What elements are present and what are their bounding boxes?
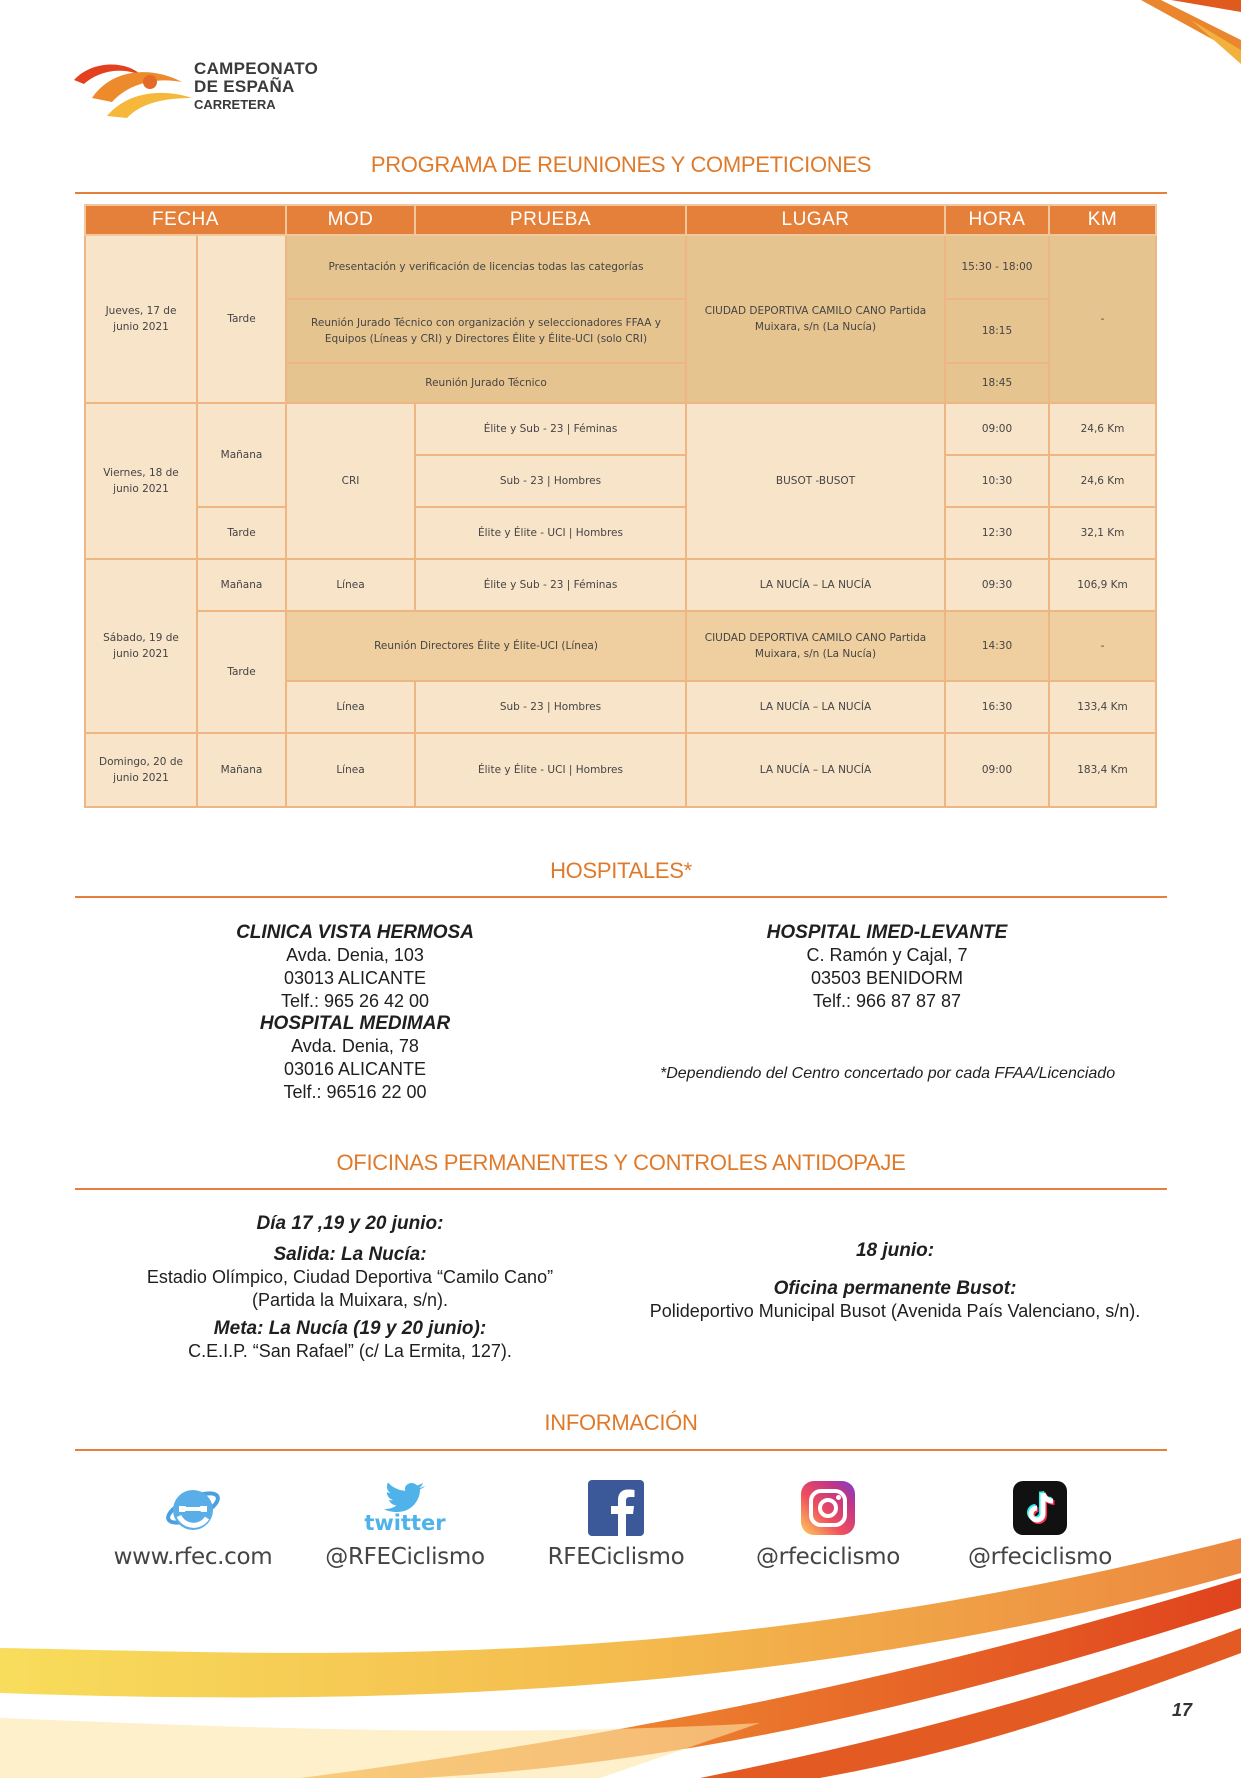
hora-cell: 10:30 <box>945 455 1049 507</box>
mod-cell: CRI <box>286 403 415 559</box>
hospital-address: Avda. Denia, 103 <box>286 945 424 965</box>
hora-cell: 09:00 <box>945 403 1049 455</box>
oficinas-left <box>100 1213 600 1363</box>
oficinas-rule <box>75 1188 1167 1190</box>
header-km: KM <box>1049 205 1156 235</box>
logo-line-1: CAMPEONATO <box>194 59 319 78</box>
turno-cell: Tarde <box>197 611 286 733</box>
hospital-note: *Dependiendo del Centro concertado por cada FFAA/Licenciado <box>660 1065 1116 1082</box>
social-web[interactable] <box>93 1478 293 1570</box>
hospital-city: 03013 ALICANTE <box>283 968 427 988</box>
km-cell: 32,1 Km <box>1049 507 1156 559</box>
header-mod: MOD <box>286 205 415 235</box>
lugar-cell: LA NUCÍA – LA NUCÍA <box>686 559 945 611</box>
top-corner-swoosh <box>1131 0 1241 80</box>
prueba-cell: Reunión Directores Élite y Élite-UCI (Línea) <box>286 611 686 681</box>
hospital-block-left <box>190 922 520 1104</box>
day-cell: Domingo, 20 de junio 2021 <box>85 733 197 807</box>
hospital-phone: Telf.: 966 87 87 87 <box>812 991 962 1011</box>
hospital-name: CLINICA VISTA HERMOSA <box>236 922 474 943</box>
oficinas-dias: Día 17 ,19 y 20 junio: <box>256 1213 444 1234</box>
table-row <box>85 403 1156 455</box>
mod-cell: Línea <box>286 681 415 733</box>
social-tiktok[interactable] <box>940 1478 1140 1570</box>
informacion-title: INFORMACIÓN <box>544 1410 698 1435</box>
mod-cell: Línea <box>286 559 415 611</box>
hora-cell: 14:30 <box>945 611 1049 681</box>
social-twitter[interactable] <box>305 1478 505 1570</box>
prueba-cell: Élite y Sub - 23 | Féminas <box>415 403 686 455</box>
social-label: @RFECiclismo <box>325 1544 485 1570</box>
km-cell: - <box>1049 611 1156 681</box>
hospital-block-right <box>722 922 1052 1013</box>
oficina-line-1: Polideportivo Municipal Busot (Avenida País Valenciano, s/n). <box>649 1301 1141 1321</box>
prueba-cell: Sub - 23 | Hombres <box>415 455 686 507</box>
prueba-cell: Reunión Jurado Técnico con organización y seleccionadores FFAA y Equipos (Líneas y CRI) y Directores Élite y Élite-UCI (solo CRI) <box>286 299 686 363</box>
campeonato-logo <box>72 58 352 128</box>
social-label: @rfeciclismo <box>755 1544 901 1570</box>
programa-table <box>84 204 1157 808</box>
hora-cell: 09:30 <box>945 559 1049 611</box>
facebook-icon <box>588 1480 644 1536</box>
twitter-icon <box>384 1482 426 1512</box>
turno-cell: Mañana <box>197 559 286 611</box>
hospital-address: Avda. Denia, 78 <box>291 1036 419 1056</box>
km-cell: 106,9 Km <box>1049 559 1156 611</box>
table-row <box>85 235 1156 299</box>
hospital-phone: Telf.: 96516 22 00 <box>283 1082 427 1102</box>
hospital-city: 03503 BENIDORM <box>810 968 964 988</box>
oficinas-right <box>630 1240 1160 1323</box>
lugar-cell: LA NUCÍA – LA NUCÍA <box>686 681 945 733</box>
header-hora: HORA <box>945 205 1049 235</box>
table-row <box>85 611 1156 681</box>
lugar-cell: LA NUCÍA – LA NUCÍA <box>686 733 945 807</box>
logo-line-3: CARRETERA <box>194 97 276 112</box>
hora-cell: 12:30 <box>945 507 1049 559</box>
hora-cell: 15:30 - 18:00 <box>945 235 1049 299</box>
informacion-rule <box>75 1449 1167 1451</box>
meta-heading: Meta: La Nucía (19 y 20 junio): <box>213 1318 487 1339</box>
km-cell: 24,6 Km <box>1049 403 1156 455</box>
prueba-cell: Sub - 23 | Hombres <box>415 681 686 733</box>
social-label: @rfeciclismo <box>967 1544 1113 1570</box>
hospital-name: HOSPITAL MEDIMAR <box>259 1013 451 1034</box>
hospital-city: 03016 ALICANTE <box>283 1059 427 1079</box>
hora-cell: 16:30 <box>945 681 1049 733</box>
twitter-wordmark: twitter <box>364 1511 446 1535</box>
hora-cell: 09:00 <box>945 733 1049 807</box>
header-fecha: FECHA <box>85 205 286 235</box>
hospital-name: HOSPITAL IMED-LEVANTE <box>766 922 1008 943</box>
oficina-dia: 18 junio: <box>855 1240 935 1261</box>
lugar-cell: BUSOT -BUSOT <box>686 403 945 559</box>
hora-cell: 18:15 <box>945 299 1049 363</box>
km-cell: 24,6 Km <box>1049 455 1156 507</box>
page-number: 17 <box>1171 1700 1192 1720</box>
table-row <box>85 733 1156 807</box>
salida-line-1: Estadio Olímpico, Ciudad Deportiva “Camilo Cano” <box>146 1267 554 1287</box>
salida-line-2: (Partida la Muixara, s/n). <box>251 1290 449 1310</box>
mod-cell: Línea <box>286 733 415 807</box>
hospital-address: C. Ramón y Cajal, 7 <box>806 945 968 965</box>
social-label: www.rfec.com <box>113 1544 273 1570</box>
table-row <box>85 507 1156 559</box>
hospital-phone: Telf.: 965 26 42 00 <box>280 991 430 1011</box>
prueba-cell: Élite y Élite - UCI | Hombres <box>415 507 686 559</box>
meta-line-1: C.E.I.P. “San Rafael” (c/ La Ermita, 127). <box>188 1341 512 1361</box>
prueba-cell: Presentación y verificación de licencias todas las categorías <box>286 235 686 299</box>
day-cell: Jueves, 17 de junio 2021 <box>85 235 197 403</box>
social-label: RFECiclismo <box>547 1544 685 1570</box>
social-instagram[interactable] <box>728 1478 928 1570</box>
social-facebook[interactable] <box>516 1478 716 1570</box>
day-cell: Sábado, 19 de junio 2021 <box>85 559 197 733</box>
km-cell: 183,4 Km <box>1049 733 1156 807</box>
day-cell: Viernes, 18 de junio 2021 <box>85 403 197 559</box>
lugar-cell: CIUDAD DEPORTIVA CAMILO CANO Partida Muixara, s/n (La Nucía) <box>686 611 945 681</box>
prueba-cell: Reunión Jurado Técnico <box>286 363 686 403</box>
programa-rule <box>75 192 1167 194</box>
turno-cell: Tarde <box>197 235 286 403</box>
prueba-cell: Élite y Élite - UCI | Hombres <box>415 733 686 807</box>
programa-title: PROGRAMA DE REUNIONES Y COMPETICIONES <box>370 152 872 177</box>
oficinas-title: OFICINAS PERMANENTES Y CONTROLES ANTIDOPAJE <box>336 1150 906 1175</box>
tiktok-icon <box>1013 1481 1067 1535</box>
salida-heading: Salida: La Nucía: <box>273 1244 427 1265</box>
km-cell: 133,4 Km <box>1049 681 1156 733</box>
logo-line-2: DE ESPAÑA <box>194 77 295 96</box>
header-prueba: PRUEBA <box>415 205 686 235</box>
hospitales-title: HOSPITALES* <box>550 858 692 883</box>
table-header-row <box>85 205 1156 235</box>
cyclist-logo-icon <box>72 58 197 122</box>
turno-cell: Tarde <box>197 507 286 559</box>
instagram-icon <box>801 1481 855 1535</box>
km-cell: - <box>1049 235 1156 403</box>
turno-cell: Mañana <box>197 733 286 807</box>
lugar-cell: CIUDAD DEPORTIVA CAMILO CANO Partida Muixara, s/n (La Nucía) <box>686 235 945 403</box>
hospitales-rule <box>75 896 1167 898</box>
prueba-cell: Élite y Sub - 23 | Féminas <box>415 559 686 611</box>
hora-cell: 18:45 <box>945 363 1049 403</box>
oficina-heading: Oficina permanente Busot: <box>773 1278 1017 1299</box>
internet-explorer-icon <box>163 1478 223 1538</box>
header-lugar: LUGAR <box>686 205 945 235</box>
table-row <box>85 559 1156 611</box>
turno-cell: Mañana <box>197 403 286 507</box>
